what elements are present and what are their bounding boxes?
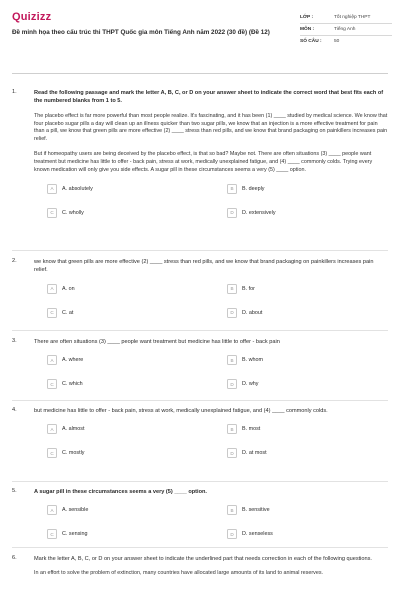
meta-key: MÔN : [300,27,315,32]
option-c[interactable] [47,377,213,391]
option-a[interactable] [47,282,213,296]
option-text: C. wholly [62,209,84,216]
option-d[interactable] [227,377,393,391]
option-text: D. about [242,309,263,316]
option-letter-box: D [227,379,237,389]
meta-info-panel [300,12,392,47]
answer-options [34,422,388,470]
question-6 [12,555,388,578]
option-a[interactable] [47,353,213,367]
option-b[interactable] [227,353,393,367]
option-letter-box: D [227,308,237,318]
question-prompt: Mark the letter A, B, C, or D on your answer sheet to indicate the underlined part that needs correction in each of the following questions. [34,556,372,562]
option-text: A. where [62,357,84,364]
option-b[interactable] [227,422,393,436]
question-prompt: but medicine has little to offer - back pain, stress at work, medically unexplained fatigue, and (4) ____ commonly colds. [34,408,328,414]
option-c[interactable] [47,446,213,460]
option-c[interactable] [47,527,213,541]
question-divider [12,547,388,548]
option-letter-box: B [227,284,237,294]
meta-row-class [300,12,392,24]
option-text: D. why [242,381,259,388]
option-letter-box: B [227,355,237,365]
meta-value: 50 [334,39,340,44]
option-text: C. at [62,309,74,316]
meta-value: Tiếng Anh [334,27,356,32]
option-text: A. absolutely [62,185,93,192]
option-text: A. sensible [62,507,89,514]
passage-paragraph: But if homeopathy users are being deceived by the placebo effect, is that so bad? Maybe not. There are often situations (3) ____ people want treatment but medicine has little to offer - back pain, stress at work, medically unexplained fatigue, and (4) ____ commonly colds. Trying every known medication will only give you side effects. A sugar pill in these circumstances seems a very (5) ____ option. [34,151,373,174]
question-prompt: Read the following passage and mark the letter A, B, C, or D on your answer sheet to indicate the correct word that best fits each of the numbered blanks from 1 to 5. [34,90,384,105]
option-d[interactable] [227,446,393,460]
question-prompt: A sugar pill in these circumstances seems a very (5) ____ option. [34,489,207,495]
question-divider [12,250,388,251]
option-letter-box: A [47,184,57,194]
question-divider [12,400,388,401]
option-d[interactable] [227,206,393,220]
option-text: B. deeply [242,185,265,192]
option-letter-box: C [47,448,57,458]
header-divider [12,73,388,74]
option-d[interactable] [227,306,393,320]
question-number: 1. [12,89,17,95]
question-prompt: There are often situations (3) ____ people want treatment but medicine has little to offer - back pain [34,339,280,345]
option-letter-box: D [227,529,237,539]
option-letter-box: B [227,505,237,515]
option-letter-box: D [227,208,237,218]
question-number: 4. [12,407,17,413]
option-letter-box: A [47,424,57,434]
answer-options [34,182,388,230]
option-letter-box: D [227,448,237,458]
answer-options [34,282,388,330]
answer-options [34,503,388,551]
question-number: 6. [12,555,17,561]
answer-options [34,353,388,401]
option-text: C. mostly [62,450,85,457]
question-5 [12,488,388,551]
option-d[interactable] [227,527,393,541]
question-sentence: In an effort to solve the problem of extinction, many countries have allocated large amounts of its land to animal reserves. [34,570,324,577]
option-letter-box: C [47,379,57,389]
option-b[interactable] [227,282,393,296]
question-number: 5. [12,488,17,494]
option-text: B. whom [242,357,263,364]
option-a[interactable] [47,182,213,196]
page-header [0,0,400,72]
option-c[interactable] [47,306,213,320]
question-divider [12,330,388,331]
question-number: 3. [12,338,17,344]
question-number: 2. [12,258,17,264]
option-text: B. sensitive [242,507,270,514]
option-letter-box: C [47,529,57,539]
option-a[interactable] [47,422,213,436]
option-b[interactable] [227,503,393,517]
option-a[interactable] [47,503,213,517]
passage-paragraph: The placebo effect is far more powerful than most people realize. It's fascinating, and it has been (1) ____ studied by medical science. We know that four placebo sugar pills a day will clean up an illness quicker than two sugar pills, we know that an injection is a more effective treatment for pain than a pill, we know that green pills are more effective (2) ____ stress than red pills, and we know that brand packaging on painkillers increases pain relief. [34,112,388,143]
option-text: C. sensing [62,531,88,538]
option-text: D. at most [242,450,267,457]
option-letter-box: B [227,424,237,434]
option-text: B. for [242,285,255,292]
option-letter-box: C [47,308,57,318]
option-text: D. extensively [242,209,276,216]
option-letter-box: C [47,208,57,218]
option-letter-box: A [47,505,57,515]
meta-value: Tốt nghiệp THPT [334,15,371,20]
page-title: Đề minh họa theo cấu trúc thi THPT Quốc gia môn Tiếng Anh năm 2022 (30 đề) (Đề 12) [12,29,270,36]
meta-row-question-count [300,36,392,47]
option-c[interactable] [47,206,213,220]
question-divider [12,481,388,482]
question-1 [12,89,388,230]
question-3 [12,338,388,401]
option-text: A. almost [62,426,85,433]
meta-key: SỐ CÂU : [300,39,322,44]
meta-row-subject [300,24,392,36]
option-letter-box: A [47,284,57,294]
question-2 [12,258,388,330]
question-prompt: we know that green pills are more effective (2) ____ stress than red pills, and we know that brand packaging on painkillers increases pain relief. [34,259,374,274]
question-4 [12,407,388,470]
meta-key: LỚP : [300,15,314,20]
option-letter-box: B [227,184,237,194]
option-letter-box: A [47,355,57,365]
option-text: B. most [242,426,261,433]
option-b[interactable] [227,182,393,196]
option-text: D. senseless [242,531,273,538]
option-text: A. on [62,285,75,292]
option-text: C. which [62,381,83,388]
quizizz-logo: Quizizz [12,11,52,23]
